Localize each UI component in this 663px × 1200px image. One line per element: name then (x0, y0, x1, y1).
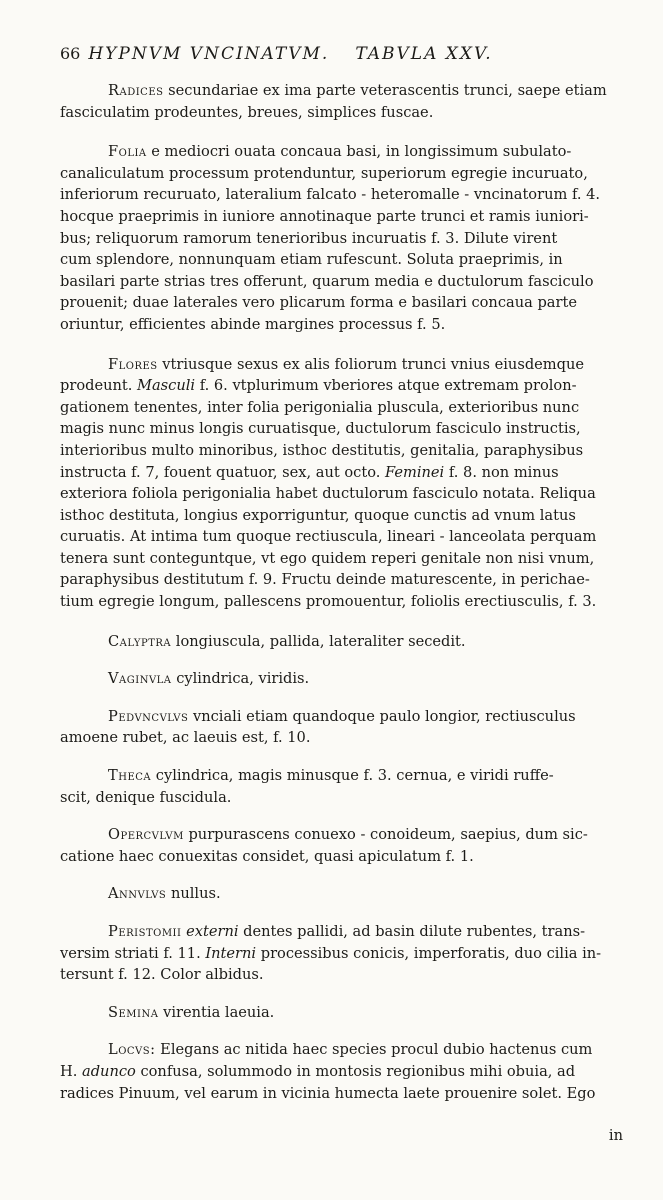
text-line: purpurascens conuexo - conoideum, saepius, dum sic- (188, 826, 588, 844)
term-peristomii: Peristomii (108, 923, 182, 940)
text-fragment: f. 8. non minus (448, 463, 559, 481)
text-line: longiuscula, pallida, lateraliter secedit. (175, 632, 466, 650)
text-fragment: processibus conicis, imperforatis, duo cilia in- (260, 944, 602, 962)
term-adunco: adunco (82, 1062, 136, 1080)
text-line: oriuntur, efficientes abinde margines processus f. 5. (60, 315, 446, 333)
paragraph-pedunculus (60, 706, 623, 749)
text-fragment: H. (60, 1062, 78, 1080)
paragraph-folia (60, 141, 623, 335)
text-line: gationem tenentes, inter folia perigonialia pluscula, exterioribus nunc (60, 398, 580, 416)
term-externi: externi (186, 923, 239, 940)
text-line: radices Pinuum, vel earum in vicinia humecta laete prouenire solet. Ego (60, 1084, 596, 1102)
term-calyptra: Calyptra (108, 632, 172, 650)
text-line: cum splendore, nonnunquam etiam rufescunt. Soluta praeprimis, in (60, 251, 563, 269)
paragraph-locus (60, 1039, 623, 1104)
text-fragment: f. 6. vtplurimum vberiores atque extremam prolon- (199, 377, 577, 395)
paragraph-theca (60, 765, 623, 808)
paragraph-operculum (60, 824, 623, 867)
text-line: fasciculatim prodeuntes, breues, simplices fuscae. (60, 103, 434, 121)
paragraph-vaginula (60, 668, 623, 690)
term-operculum: Opercvlvm (108, 826, 184, 844)
term-annulus: Annvlvs (108, 885, 167, 903)
term-pedunculus: Pedvncvlvs (108, 707, 189, 725)
text-fragment: dentes pallidi, ad basin dilute rubentes, trans- (243, 923, 586, 940)
text-line: hocque praeprimis in iuniore annotinaque parte trunci et ramis iuniori- (60, 207, 589, 225)
paragraph-flores (60, 354, 623, 613)
text-line: bus; reliquorum ramorum tenerioribus incuruatis f. 3. Dilute virent (60, 229, 558, 247)
term-radices: Radices (108, 82, 164, 99)
text-line: virentia laeuia. (163, 1003, 275, 1021)
text-line: vtriusque sexus ex alis foliorum trunci vnius eiusdemque (162, 355, 585, 373)
text-line: exteriora foliola perigonialia habet ductulorum fasciculo notata. Reliqua (60, 485, 596, 503)
term-interni: Interni (205, 944, 257, 962)
term-semina: Semina (108, 1003, 159, 1021)
text-line: tersunt f. 12. Color albidus. (60, 966, 264, 984)
text-line: curuatis. At intima tum quoque rectiuscula, lineari - lanceolata perquam (60, 528, 597, 546)
text-line: scit, denique fuscidula. (60, 788, 232, 806)
text-line: nullus. (170, 885, 221, 903)
text-line: tium egregie longum, pallescens promouentur, foliolis erectiusculis, f. 3. (60, 593, 597, 611)
term-flores: Flores (108, 355, 158, 373)
text-line: vnciali etiam quandoque paulo longior, rectiusculus (192, 707, 576, 725)
text-line: inferiorum recuruato, lateralium falcato - heteromalle - vncinatorum f. 4. (60, 186, 601, 204)
text-line: Elegans ac nitida haec species procul dubio hactenus cum (160, 1041, 593, 1059)
running-header (60, 44, 623, 80)
paragraph-calyptra (60, 631, 623, 653)
text-line: cylindrica, magis minusque f. 3. cernua, e viridi ruffe- (155, 767, 554, 785)
text-line: basilari parte strias tres offerunt, quarum media e ductulorum fasciculo (60, 272, 594, 290)
page-number: 66 (60, 44, 81, 63)
text-line: secundariae ex ima parte veterascentis trunci, saepe etiam (168, 82, 607, 99)
text-line: e mediocri ouata concaua basi, in longissimum subulato- (151, 143, 572, 161)
text-line: tenera sunt conteguntque, vt ego quidem reperi genitale non nisi vnum, (60, 549, 595, 567)
term-vaginula: Vaginvla (108, 670, 172, 688)
text-line: cylindrica, viridis. (176, 670, 310, 688)
term-locus: Locvs: (108, 1041, 156, 1059)
text-line: amoene rubet, ac laeuis est, f. 10. (60, 729, 311, 747)
catchword: in (608, 1127, 623, 1144)
paragraph-semina (60, 1002, 623, 1024)
text-line: prouenit; duae laterales vero plicarum forma e basilari concaua parte (60, 294, 577, 312)
text-line: isthoc destituta, longius exporriguntur, quoque cunctis ad vnum latus (60, 506, 576, 524)
paragraph-annulus (60, 883, 623, 905)
plate-reference: TABVLA XXV. (355, 44, 493, 64)
paragraph-peristomii (60, 921, 623, 986)
text-fragment: versim striati f. 11. (60, 944, 201, 962)
text-fragment: instructa f. 7, fouent quatuor, sex, aut octo. (60, 463, 381, 481)
text-line: paraphysibus destitutum f. 9. Fructu deinde maturescente, in perichae- (60, 571, 590, 589)
text-line: catione haec conuexitas considet, quasi apiculatum f. 1. (60, 847, 474, 865)
text-fragment: confusa, solummodo in montosis regionibus mihi obuia, ad (140, 1062, 576, 1080)
text-line: canaliculatum processum protenduntur, superiorum egregie incuruato, (60, 164, 588, 182)
term-feminei: Feminei (385, 463, 445, 481)
text-fragment: prodeunt. (60, 377, 133, 395)
paragraph-radices (60, 80, 623, 123)
text-line: interioribus multo minoribus, isthoc destitutis, genitalia, paraphysibus (60, 441, 584, 459)
term-theca: Theca (108, 767, 152, 785)
term-masculi: Masculi (137, 377, 196, 395)
text-line: magis nunc minus longis curuatisque, ductulorum fasciculo instructis, (60, 420, 581, 438)
running-title: HYPNVM VNCINATVM. (88, 44, 330, 64)
term-folia: Folia (108, 143, 147, 161)
